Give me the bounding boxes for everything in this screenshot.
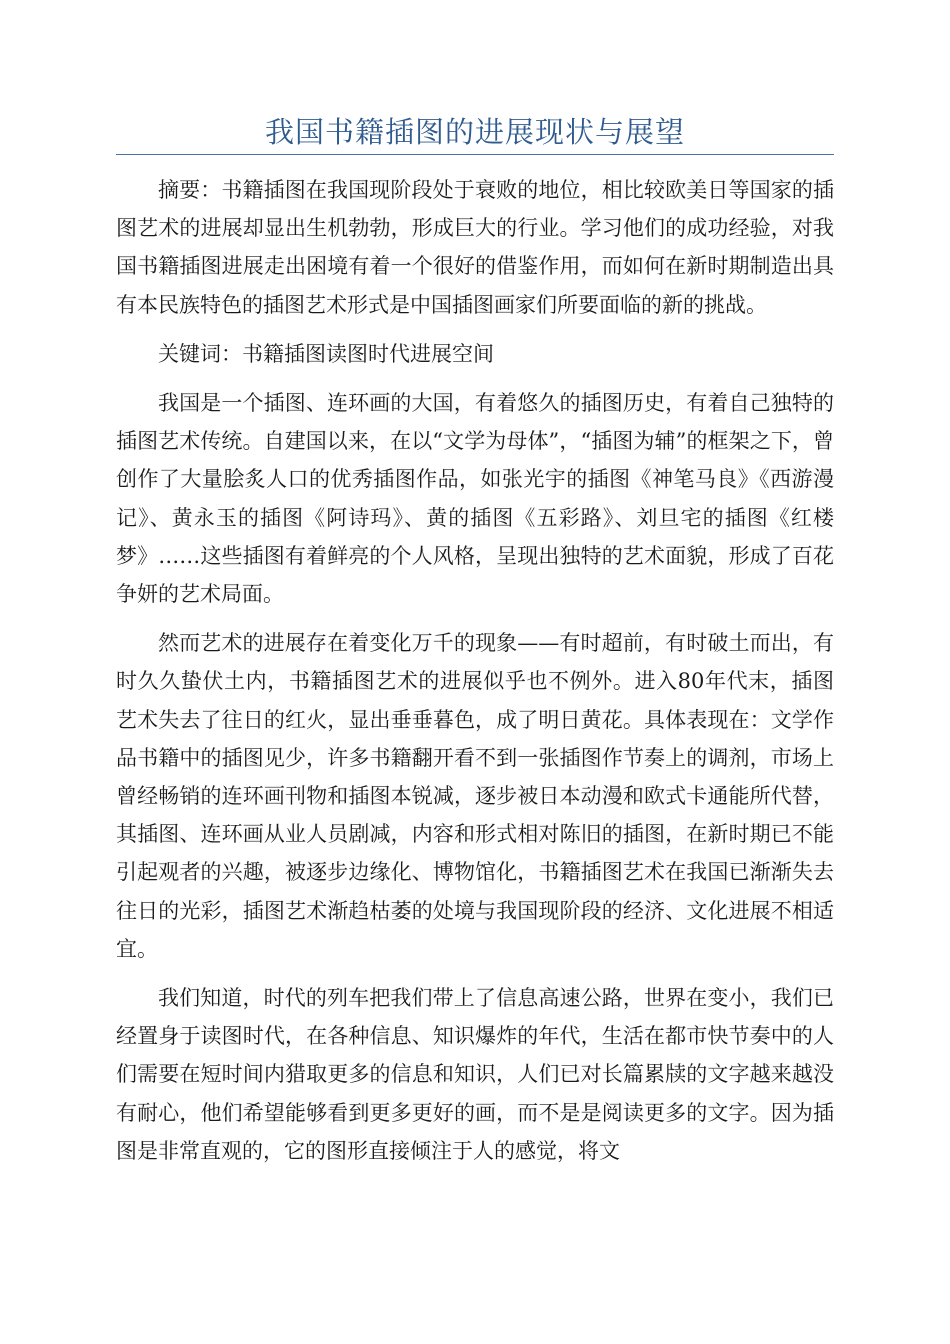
body-paragraph: 然而艺术的进展存在着变化万千的现象——有时超前，有时破土而出，有时久久蛰伏土内，书籍插图艺术的进展似乎也不例外。进入80年代末，插图艺术失去了往日的红火，显出垂垂暮色，成了明日黄花。具体表现在：文学作品书籍中的插图见少，许多书籍翻开看不到一张插图作节奏上的调剂，市场上曾经畅销的连环画刊物和插图本锐减，逐步被日本动漫和欧式卡通能所代替，其插图、连环画从业人员剧减，内容和形式相对陈旧的插图，在新时期已不能引起观者的兴趣，被逐步边缘化、博物馆化，书籍插图艺术在我国已渐渐失去往日的光彩，插图艺术渐趋枯萎的处境与我国现阶段的经济、文化进展不相适宜。 <box>116 631 834 961</box>
abstract-paragraph: 摘要：书籍插图在我国现阶段处于衰败的地位，相比较欧美日等国家的插图艺术的进展却显出生机勃勃，形成巨大的行业。学习他们的成功经验，对我国书籍插图进展走出困境有着一个很好的借鉴作用，而如何在新时期制造出具有本民族特色的插图艺术形式是中国插图画家们所要面临的新的挑战。 <box>116 178 834 317</box>
body-paragraph: 我国是一个插图、连环画的大国，有着悠久的插图历史，有着自己独特的插图艺术传统。自建国以来，在以“文学为母体”，“插图为辅”的框架之下，曾创作了大量脍炙人口的优秀插图作品，如张光宇的插图《神笔马良》《西游漫记》、黄永玉的插图《阿诗玛》、黄的插图《五彩路》、刘旦宅的插图《红楼梦》……这些插图有着鲜亮的个人风格，呈现出独特的艺术面貌，形成了百花争妍的艺术局面。 <box>116 391 834 607</box>
document-title: 我国书籍插图的进展现状与展望 <box>264 115 685 149</box>
keywords-paragraph: 关键词：书籍插图读图时代进展空间 <box>158 341 494 366</box>
document-body <box>116 171 834 1181</box>
body-paragraph: 我们知道，时代的列车把我们带上了信息高速公路，世界在变小，我们已经置身于读图时代，在各种信息、知识爆炸的年代，生活在都市快节奏中的人们需要在短时间内猎取更多的信息和知识，人们已对长篇累牍的文字越来越没有耐心，他们希望能够看到更多更好的画，而不是是阅读更多的文字。因为插图是非常直观的，它的图形直接倾注于人的感觉，将文 <box>116 986 834 1163</box>
title-underline <box>116 154 834 155</box>
